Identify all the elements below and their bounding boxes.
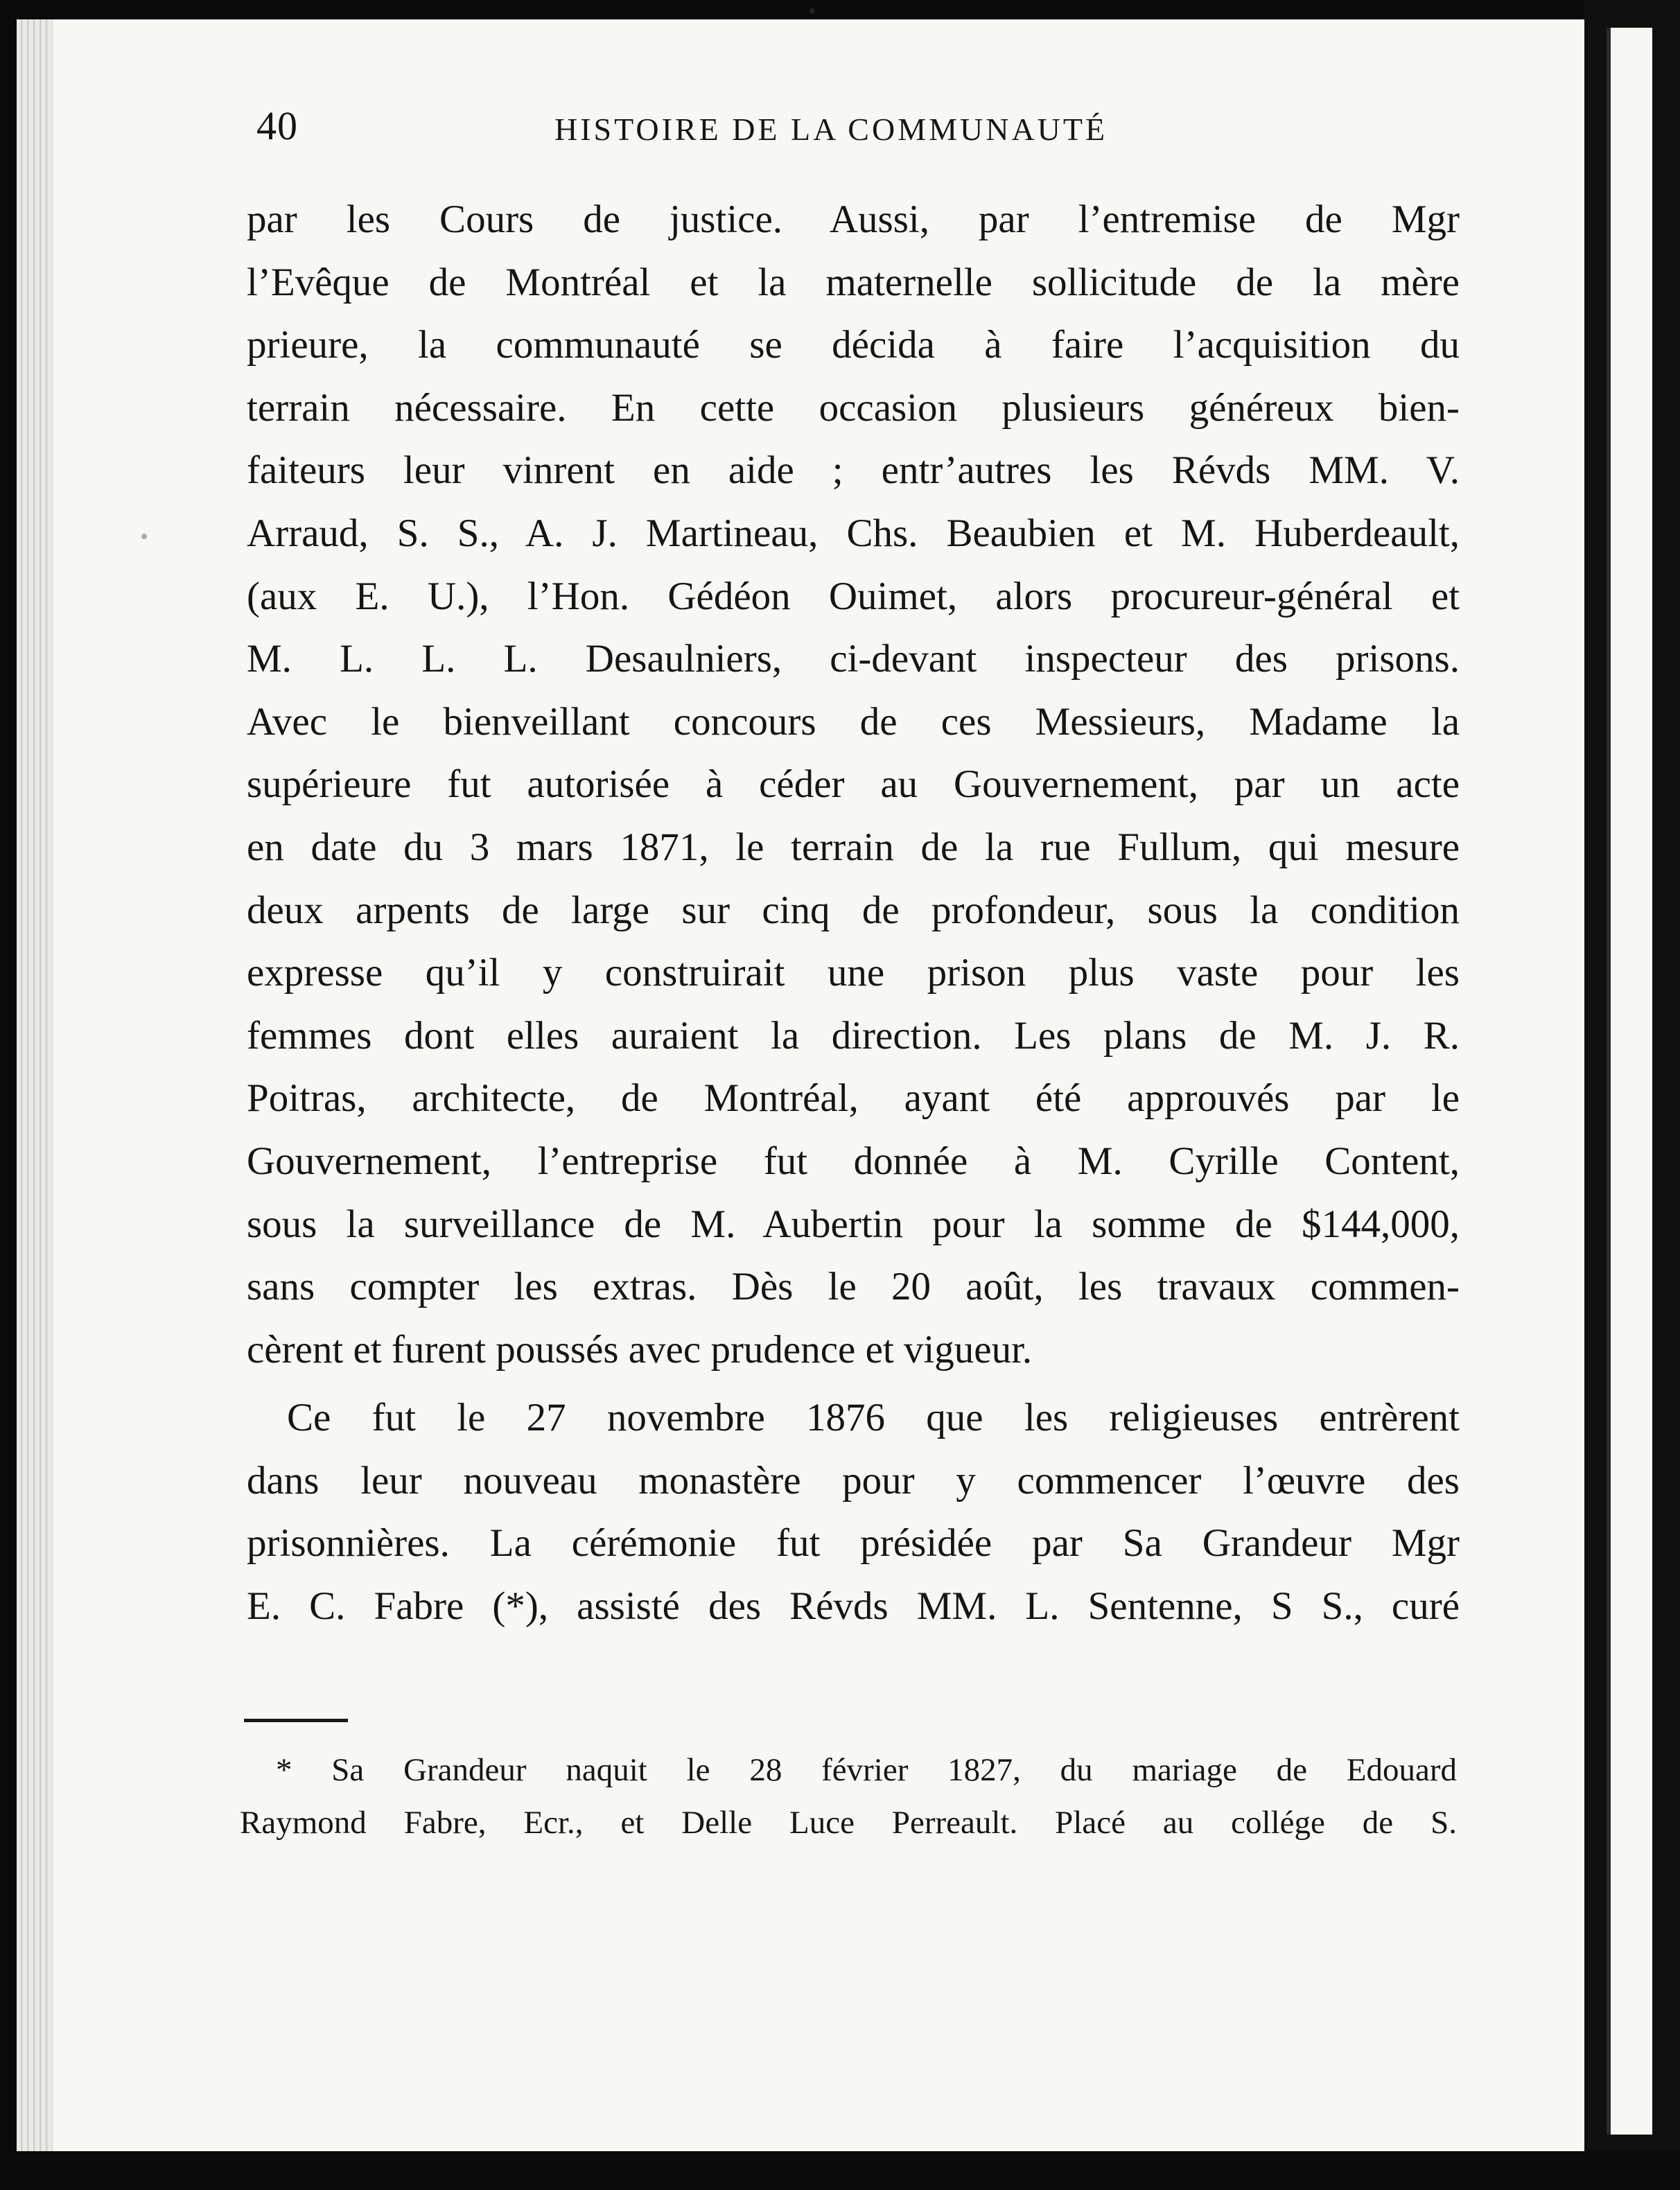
- text-line: expresse qu’il y construirait une prison plus vaste pour les: [247, 951, 1460, 995]
- paper-speck: [810, 8, 815, 14]
- text-line: prieure, la communauté se décida à faire l’acquisition du: [247, 323, 1460, 367]
- page-edges: [17, 19, 53, 2151]
- text-line: M. L. L. L. Desaulniers, ci-devant inspecteur des prisons.: [247, 637, 1460, 681]
- text-line: cèrent et furent poussés avec prudence et vigueur.: [247, 1327, 1033, 1372]
- text-line: femmes dont elles auraient la direction. Les plans de M. J. R.: [247, 1013, 1460, 1058]
- footnote-line: * Sa Grandeur naquit le 28 février 1827, du mariage de Edouard: [276, 1752, 1457, 1788]
- paragraph: [247, 1387, 1460, 1638]
- text-line: sous la surveillance de M. Aubertin pour la somme de $144,000,: [247, 1202, 1460, 1246]
- text-line: terrain nécessaire. En cette occasion plusieurs généreux bien-: [247, 385, 1460, 430]
- text-line: supérieure fut autorisée à céder au Gouvernement, par un acte: [247, 762, 1460, 807]
- text-line: Poitras, architecte, de Montréal, ayant été approuvés par le: [247, 1076, 1460, 1121]
- text-line: Avec le bienveillant concours de ces Messieurs, Madame la: [247, 699, 1460, 744]
- facing-page-edge: [1607, 28, 1652, 2135]
- paragraph: [247, 189, 1460, 1381]
- scan-border-left: [0, 0, 17, 2190]
- paper-speck: [141, 534, 147, 539]
- footnote: [240, 1744, 1457, 1849]
- text-line: (aux E. U.), l’Hon. Gédéon Ouimet, alors procureur-général et: [247, 574, 1460, 618]
- text-line: deux arpents de large sur cinq de profondeur, sous la condition: [247, 888, 1460, 932]
- running-head: HISTOIRE DE LA COMMUNAUTÉ: [554, 112, 1108, 147]
- text-line: l’Evêque de Montréal et la maternelle sollicitude de la mère: [247, 260, 1460, 304]
- scan-border-top: [0, 0, 1680, 19]
- page-number: 40: [256, 103, 298, 148]
- text-line: Ce fut le 27 novembre 1876 que les religieuses entrèrent: [287, 1396, 1460, 1440]
- footnote-rule: [244, 1719, 348, 1722]
- text-line: E. C. Fabre (*), assisté des Révds MM. L. Sentenne, S S., curé: [247, 1584, 1460, 1629]
- footnote-line: Raymond Fabre, Ecr., et Delle Luce Perreault. Placé au collége de S.: [240, 1805, 1457, 1841]
- text-line: en date du 3 mars 1871, le terrain de la rue Fullum, qui mesure: [247, 825, 1460, 869]
- scan-border-bottom: [0, 2151, 1680, 2190]
- text-line: par les Cours de justice. Aussi, par l’entremise de Mgr: [247, 198, 1460, 241]
- text-line: prisonnières. La cérémonie fut présidée par Sa Grandeur Mgr: [247, 1521, 1460, 1566]
- text-line: faiteurs leur vinrent en aide ; entr’autres les Révds MM. V.: [247, 448, 1460, 493]
- body-text: [247, 189, 1460, 1638]
- text-line: sans compter les extras. Dès le 20 août, les travaux commen-: [247, 1265, 1460, 1309]
- text-line: Gouvernement, l’entreprise fut donnée à M. Cyrille Content,: [247, 1139, 1460, 1183]
- text-line: dans leur nouveau monastère pour y commencer l’œuvre des: [247, 1458, 1460, 1503]
- text-line: Arraud, S. S., A. J. Martineau, Chs. Beaubien et M. Huberdeault,: [247, 511, 1460, 555]
